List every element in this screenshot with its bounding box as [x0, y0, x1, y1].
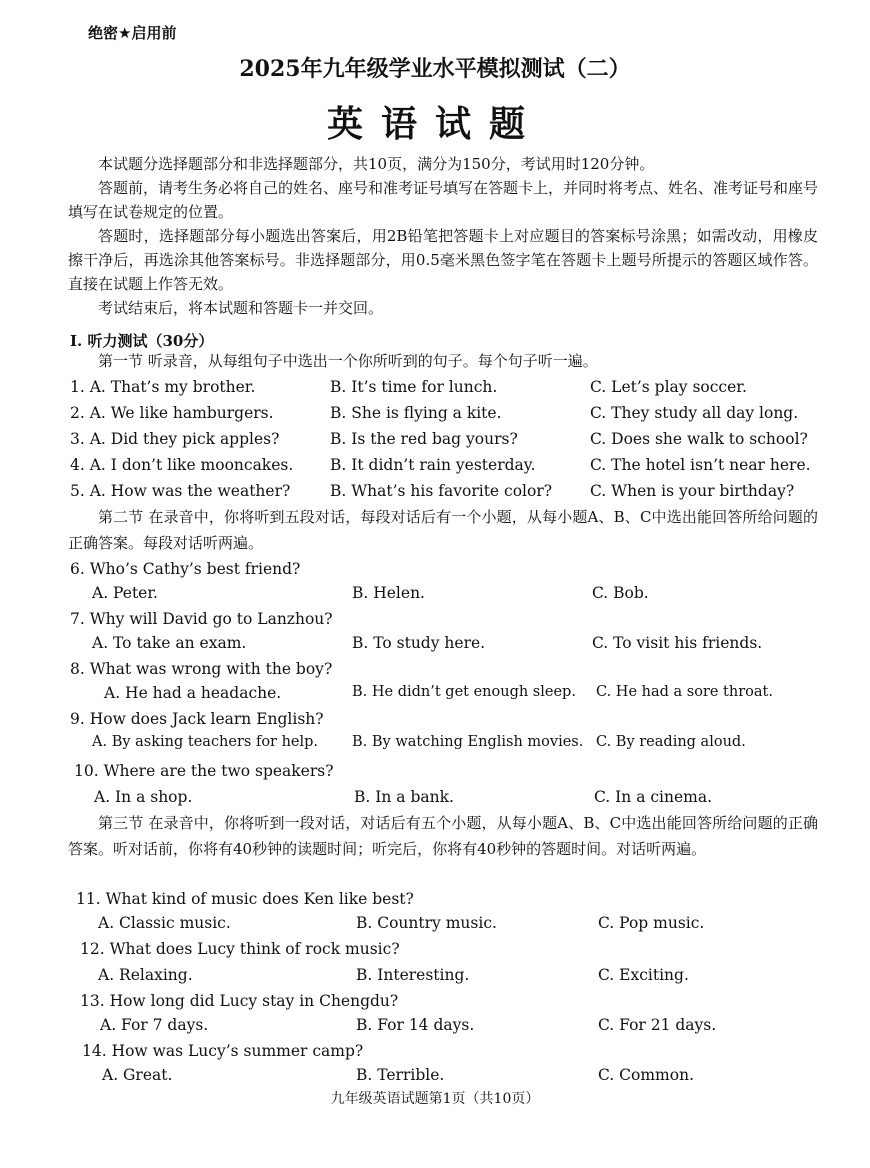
- option-b: B. By watching English movies.: [352, 734, 584, 750]
- option-a: 1. A. That’s my brother.: [70, 378, 256, 396]
- question-stem: 6. Who’s Cathy’s best friend?: [70, 560, 301, 578]
- question-row: [0, 404, 870, 428]
- option-c: C. He had a sore throat.: [596, 684, 773, 700]
- option-a: A. For 7 days.: [100, 1016, 209, 1034]
- question-stem: 8. What was wrong with the boy?: [70, 660, 333, 678]
- option-c: C. Common.: [598, 1066, 694, 1084]
- question-stem: 7. Why will David go to Lanzhou?: [70, 610, 333, 628]
- instruction-paragraph: 本试题分选择题部分和非选择题部分，共10页，满分为150分，考试用时120分钟。: [98, 155, 655, 173]
- answer-row: [0, 1016, 870, 1040]
- question-stem: 9. How does Jack learn English?: [70, 710, 324, 728]
- option-b: B. In a bank.: [354, 788, 454, 806]
- question-stem: 10. Where are the two speakers?: [74, 762, 334, 780]
- page-footer: 九年级英语试题第1页（共10页）: [330, 1091, 540, 1107]
- option-a: A. To take an exam.: [92, 634, 247, 652]
- exam-title: 2025年九年级学业水平模拟测试（二）: [239, 56, 631, 82]
- option-a: A. Great.: [102, 1066, 173, 1084]
- option-c: C. Does she walk to school?: [590, 430, 808, 448]
- answer-row: [0, 634, 870, 658]
- option-c: C. In a cinema.: [594, 788, 713, 806]
- option-c: C. Let’s play soccer.: [590, 378, 747, 396]
- answer-row: [0, 1066, 870, 1090]
- option-a: 2. A. We like hamburgers.: [70, 404, 274, 422]
- option-a: A. By asking teachers for help.: [92, 734, 319, 750]
- option-a: A. Peter.: [92, 584, 158, 602]
- answer-row: [0, 914, 870, 938]
- instructions: [68, 152, 818, 320]
- option-c: C. The hotel isn’t near here.: [590, 456, 811, 474]
- option-b: B. He didn’t get enough sleep.: [352, 684, 576, 700]
- option-b: B. Is the red bag yours?: [330, 430, 518, 448]
- option-b: B. What’s his favorite color?: [330, 482, 553, 500]
- answer-row: [0, 734, 870, 758]
- answer-row: [0, 584, 870, 608]
- part1-intro: 第一节 听录音，从每组句子中选出一个你所听到的句子。每个句子听一遍。: [98, 352, 598, 370]
- option-a: 4. A. I don’t like mooncakes.: [70, 456, 294, 474]
- instruction-paragraph: 考试结束后，将本试题和答题卡一并交回。: [98, 299, 384, 317]
- option-c: C. When is your birthday?: [590, 482, 795, 500]
- option-a: A. In a shop.: [94, 788, 193, 806]
- question-row: [0, 482, 870, 506]
- option-b: B. Terrible.: [356, 1066, 445, 1084]
- option-a: A. He had a headache.: [104, 684, 282, 702]
- option-b: B. It’s time for lunch.: [330, 378, 498, 396]
- answer-row: [0, 788, 870, 812]
- question-row: [0, 378, 870, 402]
- option-b: B. Country music.: [356, 914, 497, 932]
- instruction-paragraph: 答题前，请考生务必将自己的姓名、座号和准考证号填写在答题卡上，并同时将考点、姓名、准考证号和座号填写在试卷规定的位置。: [68, 179, 819, 221]
- question-stem: 14. How was Lucy’s summer camp?: [82, 1042, 364, 1060]
- instruction-paragraph: 答题时，选择题部分每小题选出答案后，用2B铅笔把答题卡上对应题目的答案标号涂黑；如需改动，用橡皮擦干净后，再选涂其他答案标号。非选择题部分，用0.5毫米黑色签字笔在答题卡上题号所提示的答题区域作答。直接在试题上作答无效。: [68, 227, 818, 293]
- answer-row: [0, 966, 870, 990]
- option-b: B. To study here.: [352, 634, 486, 652]
- option-b: B. Interesting.: [356, 966, 470, 984]
- option-c: C. Pop music.: [598, 914, 705, 932]
- question-row: [0, 430, 870, 454]
- option-a: 5. A. How was the weather?: [70, 482, 291, 500]
- part3-intro: 第三节 在录音中，你将听到一段对话，对话后有五个小题，从每小题A、B、C中选出能回答所给问题的正确答案。听对话前，你将有40秒钟的读题时间；听完后，你将有40秒钟的答题时间。对话听两遍。: [68, 814, 818, 858]
- section-title: Ⅰ. 听力测试（30分）: [70, 332, 214, 350]
- option-b: B. Helen.: [352, 584, 425, 602]
- option-c: C. To visit his friends.: [592, 634, 763, 652]
- answer-row: [0, 684, 870, 708]
- option-c: C. Bob.: [592, 584, 649, 602]
- question-stem: 11. What kind of music does Ken like best?: [76, 890, 414, 908]
- question-stem: 13. How long did Lucy stay in Chengdu?: [80, 992, 399, 1010]
- secret-mark: 绝密★启用前: [88, 24, 177, 42]
- option-c: C. Exciting.: [598, 966, 689, 984]
- part2-intro: 第二节 在录音中，你将听到五段对话，每段对话后有一个小题，从每小题A、B、C中选出能回答所给问题的正确答案。每段对话听两遍。: [68, 508, 818, 552]
- option-b: B. She is flying a kite.: [330, 404, 502, 422]
- question-row: [0, 456, 870, 480]
- subject-title: 英语试题: [326, 103, 543, 145]
- option-a: 3. A. Did they pick apples?: [70, 430, 280, 448]
- option-a: A. Relaxing.: [98, 966, 193, 984]
- option-c: C. They study all day long.: [590, 404, 799, 422]
- option-b: B. For 14 days.: [356, 1016, 475, 1034]
- option-c: C. For 21 days.: [598, 1016, 717, 1034]
- question-stem: 12. What does Lucy think of rock music?: [80, 940, 400, 958]
- option-a: A. Classic music.: [98, 914, 231, 932]
- option-b: B. It didn’t rain yesterday.: [330, 456, 536, 474]
- option-c: C. By reading aloud.: [596, 734, 746, 750]
